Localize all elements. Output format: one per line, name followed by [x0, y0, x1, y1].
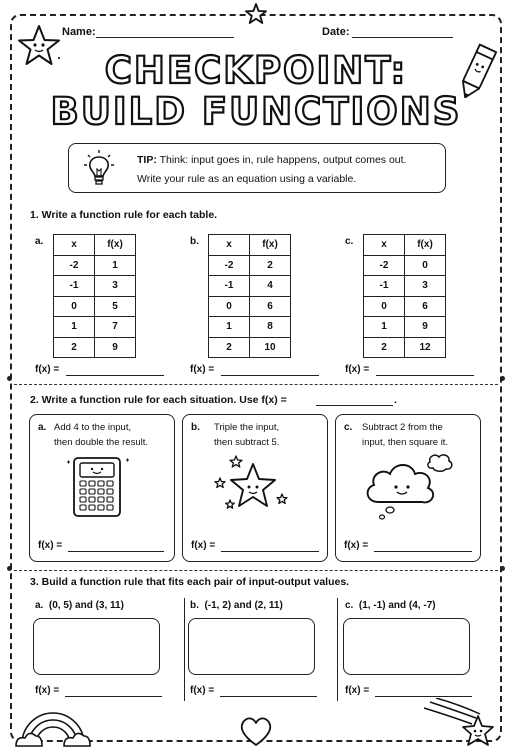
table-cell: 3 — [405, 276, 446, 297]
card-a-text-line2: then double the result. — [54, 437, 149, 448]
table-cell: 1 — [209, 317, 250, 338]
answer-label-3a: f(x) = — [35, 685, 60, 696]
section1-heading: 1. Write a function rule for each table. — [30, 209, 218, 221]
answer-field-3b[interactable] — [220, 685, 317, 697]
answer-field-1c[interactable] — [376, 364, 474, 376]
table-header: x — [209, 235, 250, 256]
table-cell: 0 — [54, 296, 95, 317]
card-b-text-line2: then subtract 5. — [214, 437, 280, 448]
work-box-b[interactable] — [188, 618, 315, 675]
pair-a-prompt — [35, 600, 124, 611]
pair-a-letter: a. — [35, 600, 44, 611]
table-cell: 1 — [54, 317, 95, 338]
card-a-letter: a. — [38, 422, 47, 433]
shooting-star-icon — [420, 698, 500, 750]
answer-field-1b[interactable] — [221, 364, 319, 376]
table-cell: 0 — [364, 296, 405, 317]
table-cell: -1 — [209, 276, 250, 297]
table-cell: -2 — [54, 255, 95, 276]
answer-field-2b[interactable] — [221, 540, 319, 552]
pair-b-letter: b. — [190, 600, 199, 611]
table-c-letter: c. — [345, 236, 354, 247]
card-c-text-line2: input, then square it. — [362, 437, 449, 448]
table-cell: 8 — [250, 317, 291, 338]
tip-label: TIP: — [137, 154, 157, 166]
answer-field-1a[interactable] — [66, 364, 164, 376]
pair-c-letter: c. — [345, 600, 354, 611]
answer-label-2b: f(x) = — [191, 540, 216, 551]
answer-field-3c[interactable] — [375, 685, 472, 697]
table-cell: 4 — [250, 276, 291, 297]
table-header: f(x) — [405, 235, 446, 256]
name-field[interactable] — [96, 26, 234, 38]
top-star-icon — [244, 2, 268, 26]
border-dot — [500, 566, 505, 571]
table-header: x — [364, 235, 405, 256]
table-cell: 2 — [54, 337, 95, 358]
period: . — [394, 394, 397, 406]
answer-label-2c: f(x) = — [344, 540, 369, 551]
card-b-text-line1: Triple the input, — [214, 422, 280, 433]
table-cell: 1 — [364, 317, 405, 338]
answer-label-1c: f(x) = — [345, 364, 370, 375]
column-divider — [337, 598, 338, 701]
rainbow-icon — [14, 700, 92, 748]
answer-field-2a[interactable] — [68, 540, 164, 552]
answer-label-3c: f(x) = — [345, 685, 370, 696]
table-cell: 0 — [209, 296, 250, 317]
border-dot — [500, 376, 505, 381]
date-field[interactable] — [352, 26, 453, 38]
tip-text-line1 — [137, 153, 406, 167]
heart-icon — [236, 713, 276, 749]
table-header: f(x) — [95, 235, 136, 256]
rule-variable-field[interactable] — [316, 394, 393, 406]
table-header: x — [54, 235, 95, 256]
lightbulb-icon — [84, 149, 114, 189]
tip-text-line2: Write your rule as an equation using a variable. — [137, 173, 357, 185]
table-cell: 2 — [209, 337, 250, 358]
calculator-icon — [64, 452, 134, 520]
section2-heading — [30, 394, 287, 406]
answer-field-2c[interactable] — [374, 540, 472, 552]
date-label: Date: — [322, 26, 350, 38]
answer-label-1b: f(x) = — [190, 364, 215, 375]
card-b-letter: b. — [191, 422, 200, 433]
table-cell: 0 — [405, 255, 446, 276]
table-cell: 6 — [250, 296, 291, 317]
page-title-line1: CHECKPOINT: — [104, 49, 408, 92]
table-cell: -2 — [364, 255, 405, 276]
table-cell: 2 — [364, 337, 405, 358]
function-table-a — [53, 234, 136, 358]
work-box-a[interactable] — [33, 618, 160, 675]
table-cell: 1 — [95, 255, 136, 276]
border-dot — [7, 566, 12, 571]
table-b-letter: b. — [190, 236, 199, 247]
table-cell: 12 — [405, 337, 446, 358]
table-cell: 10 — [250, 337, 291, 358]
answer-label-2a: f(x) = — [38, 540, 63, 551]
table-cell: 3 — [95, 276, 136, 297]
name-label: Name: — [62, 26, 96, 38]
card-c-text-line1: Subtract 2 from the — [362, 422, 443, 433]
answer-label-1a: f(x) = — [35, 364, 60, 375]
section2-heading-text: 2. Write a function rule for each situation. Use f(x) = — [30, 394, 287, 406]
answer-field-3a[interactable] — [65, 685, 162, 697]
table-cell: -1 — [364, 276, 405, 297]
tip-line1: Think: input goes in, rule happens, output comes out. — [159, 154, 407, 166]
pair-c-prompt — [345, 600, 436, 611]
table-cell: -1 — [54, 276, 95, 297]
table-cell: -2 — [209, 255, 250, 276]
pair-c-text: (1, -1) and (4, -7) — [358, 600, 436, 611]
section-divider — [14, 384, 498, 385]
table-cell: 7 — [95, 317, 136, 338]
star-icon — [210, 452, 295, 522]
section-divider — [14, 570, 498, 571]
table-cell: 2 — [250, 255, 291, 276]
table-header: f(x) — [250, 235, 291, 256]
column-divider — [184, 598, 185, 701]
work-box-c[interactable] — [343, 618, 470, 675]
pair-b-prompt — [190, 600, 283, 611]
page-title-line2: BUILD FUNCTIONS — [50, 90, 462, 133]
card-a-text-line1: Add 4 to the input, — [54, 422, 132, 433]
pair-b-text: (-1, 2) and (2, 11) — [204, 600, 283, 611]
table-a-letter: a. — [35, 236, 44, 247]
cloud-icon — [360, 450, 460, 522]
table-cell: 9 — [405, 317, 446, 338]
section3-heading: 3. Build a function rule that fits each pair of input-output values. — [30, 576, 350, 588]
border-dot — [7, 376, 12, 381]
card-c-letter: c. — [344, 422, 353, 433]
answer-label-3b: f(x) = — [190, 685, 215, 696]
function-table-c — [363, 234, 446, 358]
pair-a-text: (0, 5) and (3, 11) — [48, 600, 124, 611]
table-cell: 5 — [95, 296, 136, 317]
table-cell: 6 — [405, 296, 446, 317]
table-cell: 9 — [95, 337, 136, 358]
function-table-b — [208, 234, 291, 358]
